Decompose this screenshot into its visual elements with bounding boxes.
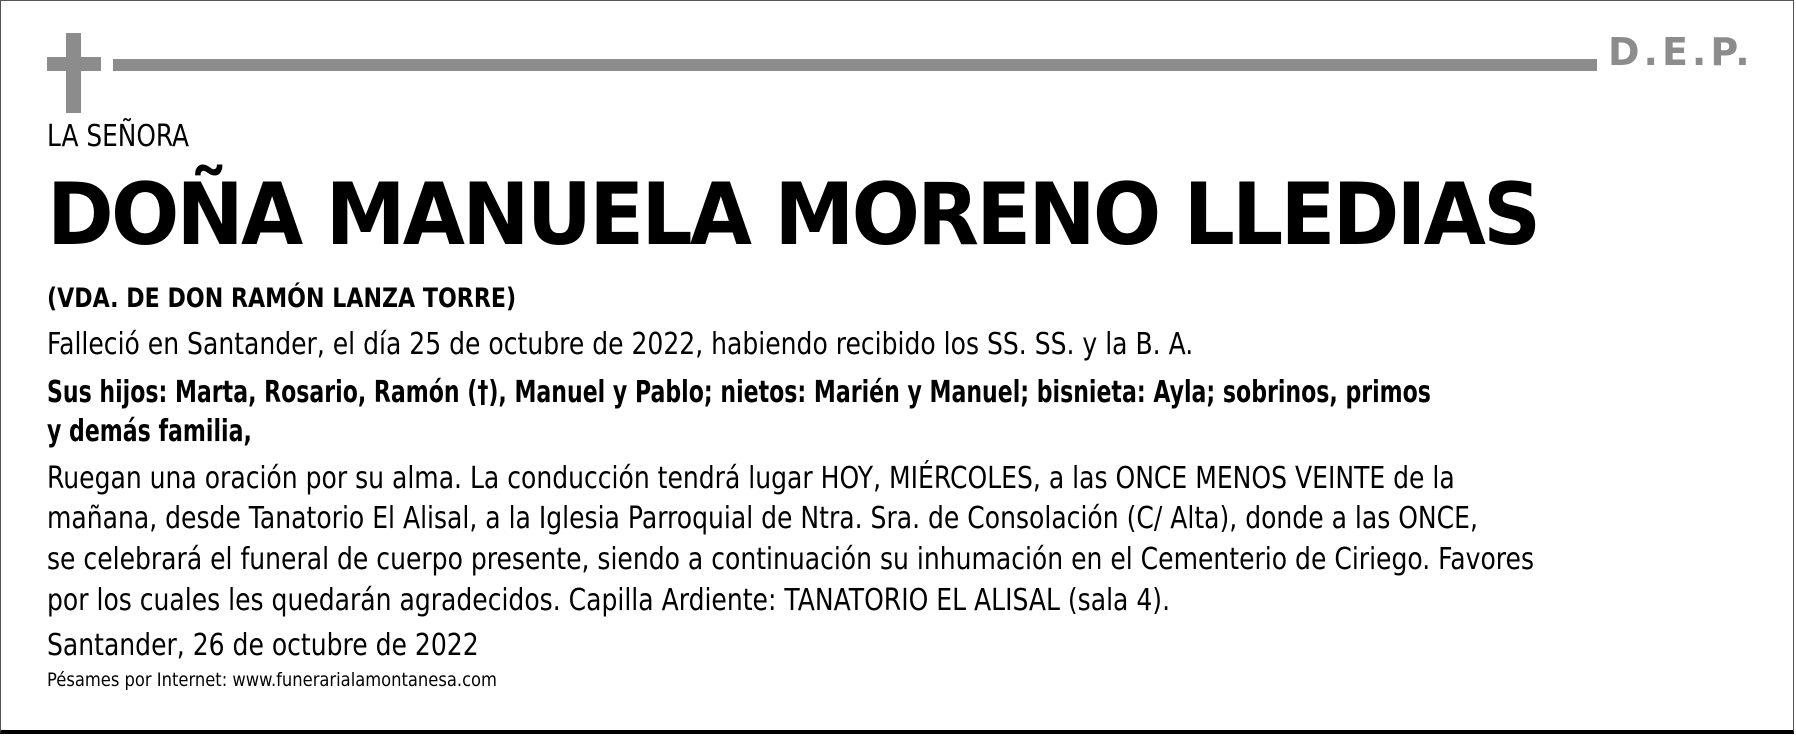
header-rule bbox=[113, 59, 1597, 71]
request-line-3: se celebrará el funeral de cuerpo presente, siendo a continuación su inhumación en el Cementerio de Ciriego. Favores bbox=[47, 542, 1534, 577]
place-date: Santander, 26 de octubre de 2022 bbox=[47, 628, 479, 663]
dep-label: D.E.P. bbox=[1608, 30, 1754, 74]
request-line-4: por los cuales les quedarán agradecidos. Capilla Ardiente: TANATORIO EL ALISAL (sala 4). bbox=[47, 583, 1171, 618]
family-line-2: y demás familia, bbox=[47, 414, 252, 449]
cross-icon bbox=[47, 33, 101, 113]
family-line-1: Sus hijos: Marta, Rosario, Ramón (†), Manuel y Pablo; nietos: Marién y Manuel; bisnieta: Ayla; sobrinos, primos bbox=[47, 375, 1431, 410]
condolences-link[interactable]: Pésames por Internet: www.funerarialamontanesa.com bbox=[47, 669, 497, 691]
widow-of: (VDA. DE DON RAMÓN LANZA TORRE) bbox=[47, 283, 517, 314]
request-line-1: Ruegan una oración por su alma. La conducción tendrá lugar HOY, MIÉRCOLES, a las ONCE MENOS VEINTE de la bbox=[47, 461, 1455, 496]
death-notice: Falleció en Santander, el día 25 de octubre de 2022, habiendo recibido los SS. SS. y la B. A. bbox=[47, 327, 1194, 362]
salutation: LA SEÑORA bbox=[47, 119, 190, 154]
request-line-2: mañana, desde Tanatorio El Alisal, a la Iglesia Parroquial de Ntra. Sra. de Consolación (C/ Alta), donde a las ONCE, bbox=[47, 501, 1478, 536]
deceased-name: DOÑA MANUELA MORENO LLEDIAS bbox=[47, 165, 1539, 265]
